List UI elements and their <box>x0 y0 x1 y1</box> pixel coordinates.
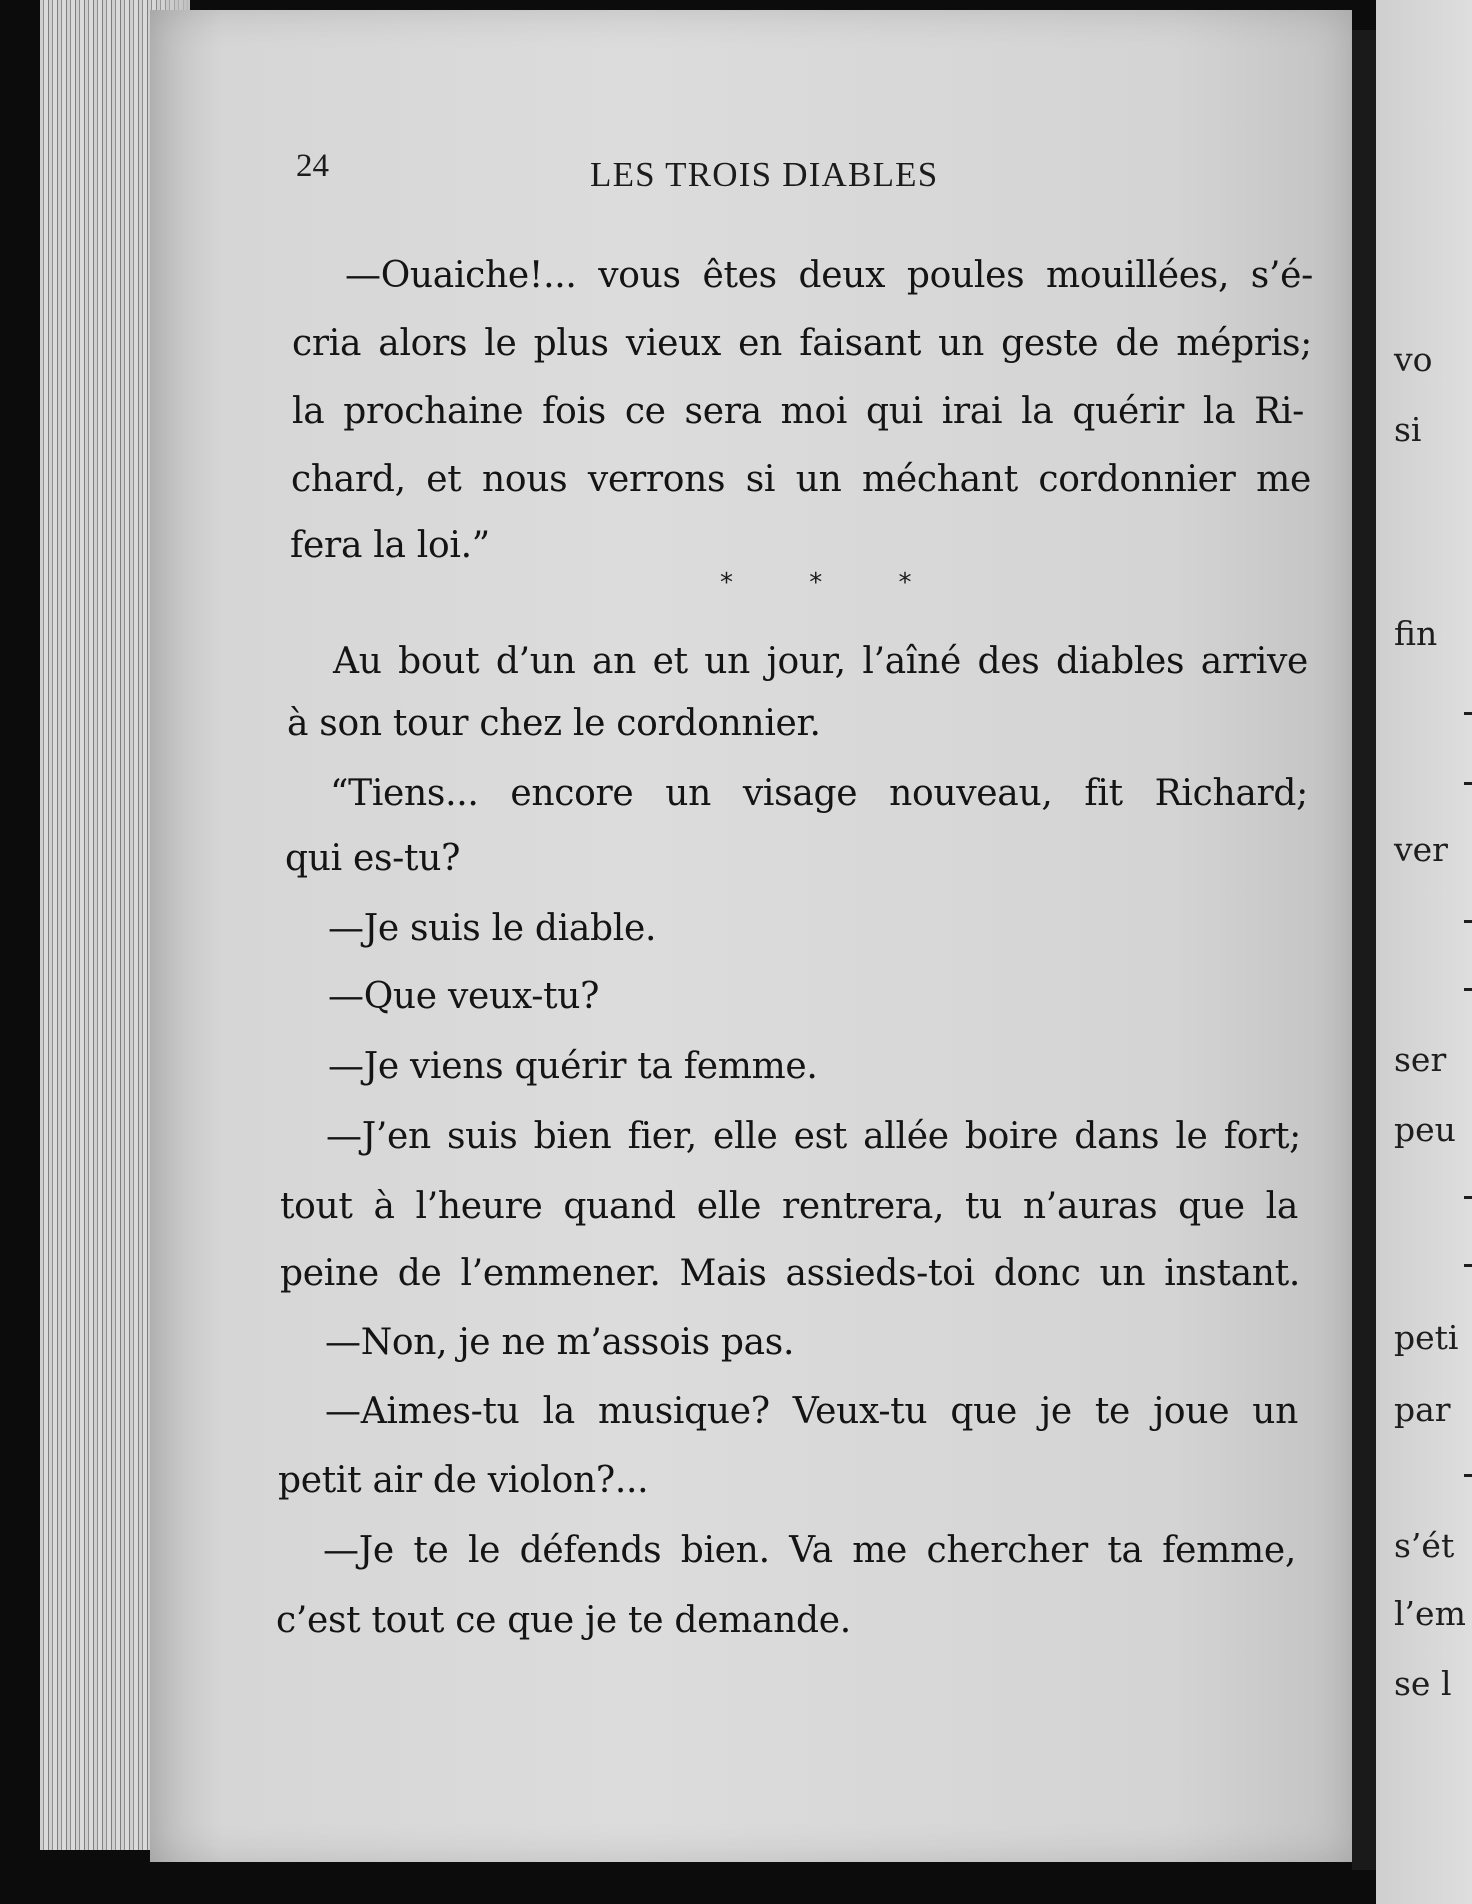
text-line: tout à l’heure quand elle rentrera, tu n’auras que la <box>280 1186 1298 1227</box>
facing-fragment: fin <box>1394 614 1438 653</box>
text-line: cria alors le plus vieux en faisant un geste de mépris; <box>292 323 1312 364</box>
facing-fragment: ver <box>1394 830 1448 869</box>
text-line: petit air de violon?... <box>278 1460 649 1501</box>
facing-fragment: si <box>1394 410 1422 449</box>
facing-fragment: peu <box>1394 1110 1456 1149</box>
section-break: * * * <box>720 568 946 598</box>
text-line: —J’en suis bien fier, elle est allée boire dans le fort; <box>326 1116 1301 1157</box>
facing-fragment: s’ét <box>1394 1526 1455 1565</box>
facing-page <box>1376 0 1472 1904</box>
text-line: —Je te le défends bien. Va me chercher ta femme, <box>323 1530 1296 1571</box>
text-line: chard, et nous verrons si un méchant cordonnier me <box>291 459 1311 500</box>
text-line: Au bout d’un an et un jour, l’aîné des diables arrive <box>333 641 1308 682</box>
text-line: la prochaine fois ce sera moi qui irai la quérir la Ri- <box>292 391 1304 432</box>
text-line: c’est tout ce que je te demande. <box>276 1600 851 1641</box>
facing-fragment: se l <box>1394 1664 1452 1703</box>
facing-fragment: peti <box>1394 1318 1459 1357</box>
text-line: peine de l’emmener. Mais assieds-toi donc un instant. <box>280 1253 1300 1294</box>
running-title: LES TROIS DIABLES <box>590 155 939 194</box>
facing-fragment: par <box>1394 1390 1451 1429</box>
text-line: “Tiens... encore un visage nouveau, fit Richard; <box>330 773 1308 814</box>
text-line: fera la loi.” <box>290 525 490 566</box>
text-line: à son tour chez le cordonnier. <box>287 703 821 744</box>
facing-fragment: vo <box>1394 340 1433 379</box>
text-line: qui es-tu? <box>285 838 461 879</box>
facing-fragment: ser <box>1394 1040 1447 1079</box>
text-line: —Non, je ne m’assois pas. <box>325 1322 795 1363</box>
page-gutter <box>1352 30 1376 1870</box>
facing-fragment: l’em <box>1394 1594 1466 1633</box>
page-number: 24 <box>296 148 329 184</box>
text-line: —Ouaiche!... vous êtes deux poules mouillées, s’é- <box>345 255 1313 296</box>
text-line: —Je suis le diable. <box>328 908 657 949</box>
text-line: —Que veux-tu? <box>328 976 600 1017</box>
text-line: —Je viens quérir ta femme. <box>328 1046 818 1087</box>
text-line: —Aimes-tu la musique? Veux-tu que je te joue un <box>325 1391 1298 1432</box>
